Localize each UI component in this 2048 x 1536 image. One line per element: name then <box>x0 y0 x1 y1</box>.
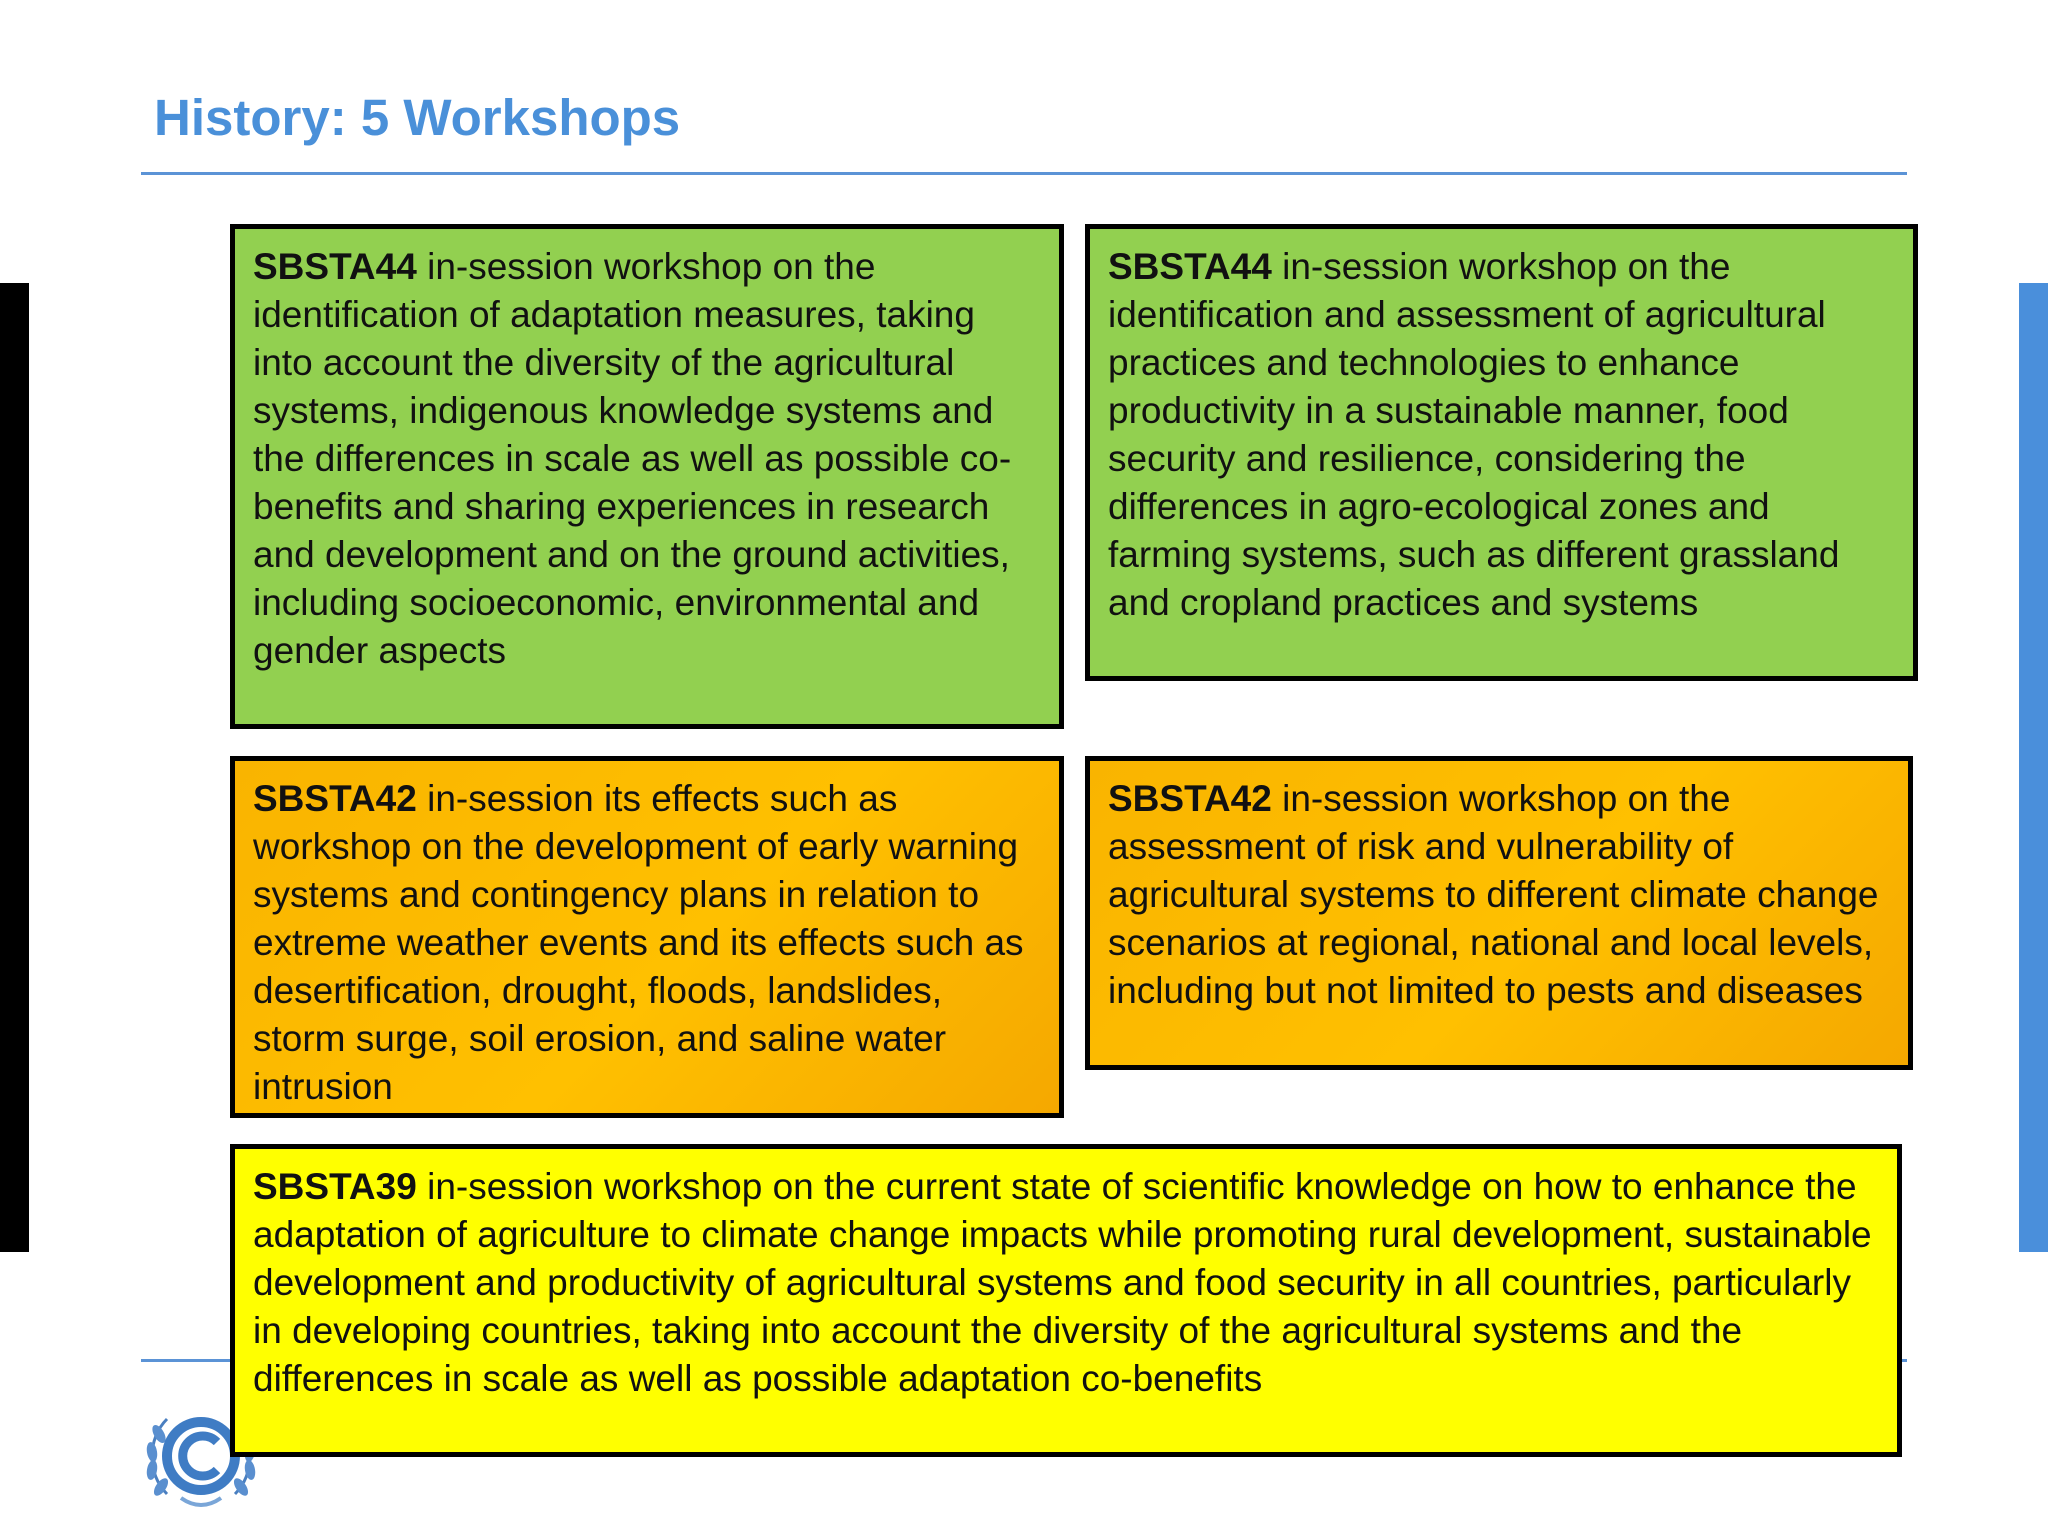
workshop-description: in-session workshop on the assessment of risk and vulnerability of agricultural systems to different climate change scenarios at regional, national and local levels, including but not limited to pests and diseases <box>1108 778 1879 1011</box>
right-accent-bar <box>2019 283 2048 1252</box>
workshop-box-sbsta42-risk <box>1085 756 1913 1070</box>
session-label: SBSTA42 <box>253 778 417 819</box>
workshop-description: in-session workshop on the current state of scientific knowledge on how to enhance the adaptation of agriculture to climate change impacts while promoting rural development, sustainable development and productivity of agricultural systems and food security in all countries, particularly in developing countries, taking into account the diversity of the agricultural systems and the differences in scale as well as possible adaptation co-benefits <box>253 1166 1872 1399</box>
workshop-box-sbsta42-early-warning <box>230 756 1064 1118</box>
left-accent-bar <box>0 283 29 1252</box>
workshop-description: in-session workshop on the identification and assessment of agricultural practices and technologies to enhance productivity in a sustainable manner, food security and resilience, considering the differences in agro-ecological zones and farming systems, such as different grassland and cropland practices and systems <box>1108 246 1840 623</box>
title-divider <box>141 172 1907 175</box>
session-label: SBSTA39 <box>253 1166 417 1207</box>
session-label: SBSTA44 <box>253 246 417 287</box>
slide-title: History: 5 Workshops <box>154 89 681 146</box>
session-label: SBSTA42 <box>1108 778 1272 819</box>
session-label: SBSTA44 <box>1108 246 1272 287</box>
workshop-description: in-session its effects such as workshop on the development of early warning systems and contingency plans in relation to extreme weather events and its effects such as desertification, drought, floods, landslides, storm surge, soil erosion, and saline water intrusion <box>253 778 1024 1107</box>
workshop-box-sbsta39-knowledge <box>230 1144 1902 1457</box>
workshop-description: in-session workshop on the identification of adaptation measures, taking into account the diversity of the agricultural systems, indigenous knowledge systems and the differences in scale as well as possible co-benefits and sharing experiences in research and development and on the ground activities, including socioeconomic, environmental and gender aspects <box>253 246 1012 671</box>
workshop-box-sbsta44-adaptation <box>230 224 1064 729</box>
workshop-box-sbsta44-practices <box>1085 224 1918 681</box>
